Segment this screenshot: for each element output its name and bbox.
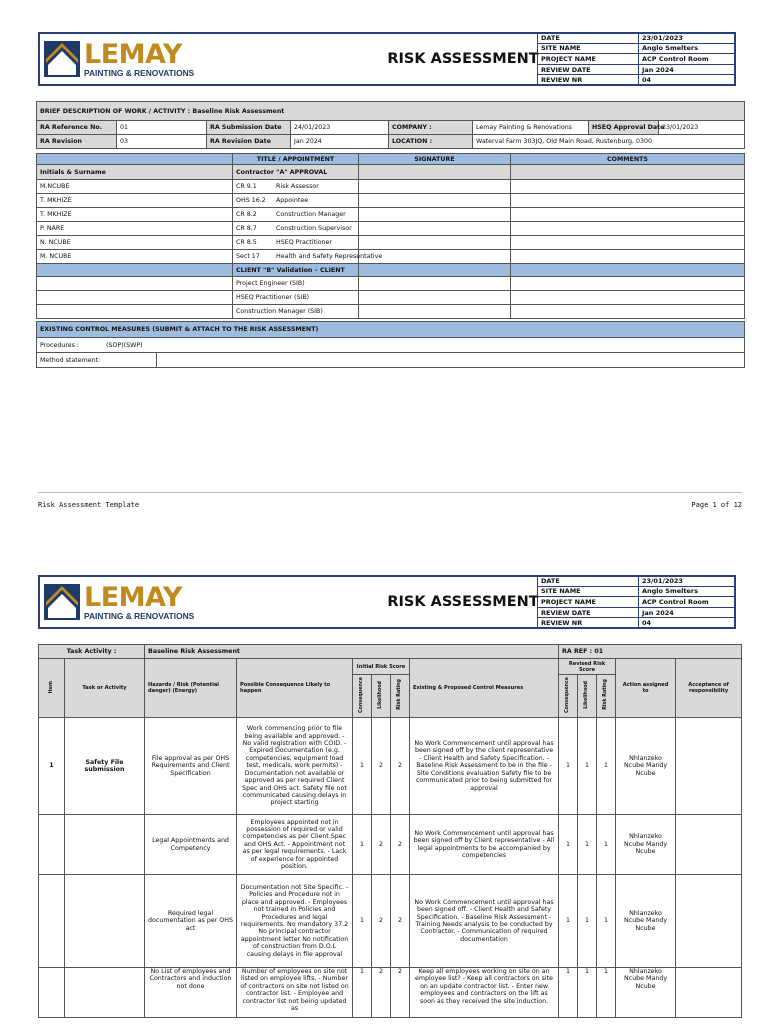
row-task: Safety File submission (65, 718, 145, 815)
row-r: 2 (391, 718, 410, 815)
row-action: Nhlanzeko Ncube Mandy Ncube (616, 718, 676, 815)
row-c: 1 (353, 718, 372, 815)
row-controls: No Work Commencement until approval has been signed off by Client representative - All legal appointments to be accompanied by competencies (410, 815, 559, 875)
appointment: CR 8.5 HSEQ Practitioner (233, 236, 359, 250)
row-r2: 1 (597, 875, 616, 968)
row-controls: Keep all employees working on site on an employee list? - Keep all contractors on site on an update contractor list. - Enter new employees and contractors on the lift as soon as they received the site induction. (410, 968, 559, 1018)
page-title: RISK ASSESSMENT (387, 594, 539, 610)
row-item: 1 (39, 718, 65, 815)
comment-cell[interactable] (511, 208, 745, 222)
meta-value: 04 (639, 618, 736, 629)
row-consequence: Documentation not Site Specific. - Policies and Procedure not in place and approved. - Employees not trained in Policies and Procedures and legal requirements. No mandatory 37.2 No principal contractor appointment letter No notification of construction from D.O.L causing delays in file approval (237, 875, 353, 968)
signature-cell[interactable] (359, 194, 511, 208)
header-task: Task or Activity (65, 659, 145, 718)
client-name-cell[interactable] (37, 305, 233, 319)
meta-value: 23/01/2023 (639, 576, 736, 587)
row-l2: 1 (578, 875, 597, 968)
meta-table (537, 575, 736, 629)
row-hazard: Required legal documentation as per OHS act (145, 875, 237, 968)
meta-key: REVIEW NR (538, 618, 639, 629)
row-consequence: Number of employees on site not listed on employee lifts. - Number of contractors on site not listed on contractor list. - Employee and contractor list not being updated as (237, 968, 353, 1018)
signature-cell[interactable] (359, 222, 511, 236)
header-controls: Existing & Proposed Control Measures (410, 659, 559, 718)
appointments-table (36, 153, 745, 319)
meta-value: Jan 2024 (639, 607, 736, 618)
person-name: N. NCUBE (37, 236, 233, 250)
row-item (39, 815, 65, 875)
ra-ref-label: RA Reference No. (37, 121, 117, 135)
comment-cell[interactable] (511, 291, 745, 305)
comment-cell[interactable] (511, 222, 745, 236)
comment-cell[interactable] (511, 194, 745, 208)
appointment: Sect 17 Health and Safety Representative (233, 250, 359, 264)
comment-cell[interactable] (511, 277, 745, 291)
table-row (39, 815, 742, 875)
col-title-appointment: TITLE / APPOINTMENT (233, 154, 359, 165)
meta-value: 23/01/2023 (639, 33, 736, 44)
meta-value: Anglo Smelters (639, 43, 736, 54)
header-action: Action assigned to (616, 659, 676, 718)
method-statement-label: Method statement: (37, 353, 157, 368)
meta-key: REVIEW DATE (538, 607, 639, 618)
meta-value: Anglo Smelters (639, 586, 736, 597)
row-l: 2 (372, 968, 391, 1018)
meta-key: REVIEW DATE (538, 64, 639, 75)
row-consequence: Employees appointed not in possession of required or valid competencies as per Client Spec and OHS Act. - Appointment not as per legal requirements. - Lack of experience for appointed position. (237, 815, 353, 875)
signature-cell[interactable] (359, 208, 511, 222)
row-r2: 1 (597, 968, 616, 1018)
meta-table (537, 32, 736, 86)
person-name: T. MKHIZE (37, 194, 233, 208)
brief-description: BRIEF DESCRIPTION OF WORK / ACTIVITY : Baseline Risk Assessment (37, 102, 745, 121)
meta-key: DATE (538, 576, 639, 587)
table-row (39, 875, 742, 968)
risk-table (38, 644, 742, 1018)
method-statement-cell[interactable] (157, 353, 745, 368)
page-2 (0, 520, 768, 1024)
row-task (65, 815, 145, 875)
header-likelihood-score: Likelihood (578, 675, 597, 718)
hseq-approval-label: HSEQ Approval Date (589, 121, 659, 135)
signature-cell[interactable] (359, 291, 511, 305)
row-l: 2 (372, 875, 391, 968)
meta-key: DATE (538, 33, 639, 44)
row-task (65, 968, 145, 1018)
row-l2: 1 (578, 718, 597, 815)
row-action: Nhlanzeko Ncube Mandy Ncube (616, 875, 676, 968)
header-likelihood-score: Likelihood (372, 675, 391, 718)
row-l: 2 (372, 718, 391, 815)
client-name-cell[interactable] (37, 277, 233, 291)
task-activity-value: Baseline Risk Assessment (145, 645, 559, 659)
row-l2: 1 (578, 815, 597, 875)
company-logo (40, 34, 195, 84)
row-task (65, 875, 145, 968)
row-consequence: Work commencing prior to file being available and approved. - No valid registration with COID. - Expired Documentation (e.g. competencies, equipment load test, medicals, work permits) - Documentation not available or approved as per required Client Spec and OHS act. Safety file not communicated causing delays in project starting (237, 718, 353, 815)
ra-revision-value: 03 (117, 135, 207, 149)
location-value: Waterval Farm 303JQ, Old Main Road, Rustenburg, 0300 (473, 135, 745, 149)
client-name-cell[interactable] (37, 291, 233, 305)
row-r: 2 (391, 968, 410, 1018)
comment-cell[interactable] (511, 305, 745, 319)
row-r: 2 (391, 815, 410, 875)
meta-value: 04 (639, 75, 736, 86)
footer-page-number: Page 1 of 12 (691, 501, 742, 509)
ra-ref-label: RA REF : 01 (559, 645, 742, 659)
header-acceptance: Acceptance of responsibility (676, 659, 742, 718)
header-consequence: Possible Consequence Likely to happen (237, 659, 353, 718)
header-revised-score: Revised Risk Score (559, 659, 616, 675)
company-logo (40, 577, 195, 627)
ra-ref-value: 01 (117, 121, 207, 135)
house-logo-icon (44, 41, 80, 77)
comment-cell[interactable] (511, 236, 745, 250)
appointment: OHS 16.2 Appointee (233, 194, 359, 208)
row-l2: 1 (578, 968, 597, 1018)
row-c: 1 (353, 968, 372, 1018)
appointment: CR 8.7 Construction Supervisor (233, 222, 359, 236)
client-role: HSEQ Practitioner (SIB) (233, 291, 359, 305)
meta-key: REVIEW NR (538, 75, 639, 86)
ra-revision-date-label: RA Revision Date (207, 135, 291, 149)
row-c: 1 (353, 875, 372, 968)
row-controls: No Work Commencement until approval has been signed off by the client representative - Client Health and Safety Specification. - Baseline Risk Assessment to be in the file - Site Conditions evaluation Safety file to be communicated prior to being submitted for approval (410, 718, 559, 815)
logo-tagline: PAINTING & RENOVATIONS (84, 67, 195, 78)
logo-name: LEMAY (84, 581, 182, 613)
house-logo-icon (44, 584, 80, 620)
existing-controls-table (36, 321, 745, 368)
row-r2: 1 (597, 815, 616, 875)
procedures-row: Procedures : (SOP)(SWP) (37, 338, 745, 353)
location-label: LOCATION : (389, 135, 473, 149)
ra-revision-date-value: Jan 2024 (291, 135, 389, 149)
col-comments: COMMENTS (511, 154, 745, 165)
client-role: Construction Manager (SIB) (233, 305, 359, 319)
row-r2: 1 (597, 718, 616, 815)
meta-value: ACP Control Room (639, 54, 736, 65)
header-risk-rating: Risk Rating (391, 675, 410, 718)
ra-submission-label: RA Submission Date (207, 121, 291, 135)
ra-details-table (36, 101, 745, 149)
hseq-approval-value: 23/01/2023 (659, 121, 745, 135)
row-item (39, 968, 65, 1018)
header-hazards: Hazards / Risk (Potential danger) (Energy) (145, 659, 237, 718)
logo-tagline: PAINTING & RENOVATIONS (84, 610, 195, 621)
ra-submission-value: 24/01/2023 (291, 121, 389, 135)
meta-value: Jan 2024 (639, 64, 736, 75)
signature-cell[interactable] (359, 236, 511, 250)
row-c: 1 (353, 815, 372, 875)
person-name: T. MKHIZE (37, 208, 233, 222)
row-controls: No Work Commencement until approval has been signed off. - Client Health and Safety Specification. - Baseline Risk Assessment - Training Needs analysis to be conducted by Contractor. - Communication of required documentation (410, 875, 559, 968)
company-label: COMPANY : (389, 121, 473, 135)
row-c2: 1 (559, 875, 578, 968)
appointment: CR 8.2 Construction Manager (233, 208, 359, 222)
page-title: RISK ASSESSMENT (387, 51, 539, 67)
meta-key: SITE NAME (538, 586, 639, 597)
initials-label: Initials & Surname (37, 165, 233, 180)
col-signature: SIGNATURE (359, 154, 511, 165)
person-name: P. NARE (37, 222, 233, 236)
signature-cell[interactable] (359, 180, 511, 194)
meta-value: ACP Control Room (639, 597, 736, 608)
client-b-label: CLIENT "B" Validation – CLIENT (233, 264, 359, 277)
row-action: Nhlanzeko Ncube Mandy Ncube (616, 968, 676, 1018)
signature-cell[interactable] (359, 277, 511, 291)
meta-key: PROJECT NAME (538, 54, 639, 65)
row-r: 2 (391, 875, 410, 968)
row-c2: 1 (559, 968, 578, 1018)
row-action: Nhlanzeko Ncube Mandy Ncube (616, 815, 676, 875)
row-hazard: File approval as per OHS Requirements and Client Specification (145, 718, 237, 815)
row-acceptance[interactable] (676, 718, 742, 815)
row-l: 2 (372, 815, 391, 875)
row-c2: 1 (559, 718, 578, 815)
task-activity-label: Task Activity : (39, 645, 145, 659)
comment-cell[interactable] (511, 250, 745, 264)
logo-name: LEMAY (84, 38, 182, 70)
contractor-a-label: Contractor "A" APPROVAL (233, 165, 359, 180)
row-acceptance[interactable] (676, 968, 742, 1018)
footer-template-name: Risk Assessment Template (38, 501, 140, 509)
header-initial-score: Initial Risk Score (353, 659, 410, 675)
row-acceptance[interactable] (676, 815, 742, 875)
header-risk-rating: Risk Rating (597, 675, 616, 718)
table-row (39, 968, 742, 1018)
meta-key: PROJECT NAME (538, 597, 639, 608)
header-item: Item (39, 659, 65, 718)
person-name: M.NCUBE (37, 180, 233, 194)
header-consequence-score: Consequence (559, 675, 578, 718)
comment-cell[interactable] (511, 180, 745, 194)
page-footer (38, 492, 742, 509)
row-acceptance[interactable] (676, 875, 742, 968)
row-c2: 1 (559, 815, 578, 875)
signature-cell[interactable] (359, 305, 511, 319)
row-hazard: No List of employees and Contractors and induction not done (145, 968, 237, 1018)
company-value: Lemay Painting & Renovations (473, 121, 589, 135)
header-consequence-score: Consequence (353, 675, 372, 718)
existing-controls-heading: EXISTING CONTROL MEASURES (SUBMIT & ATTACH TO THE RISK ASSESSMENT) (37, 322, 745, 338)
person-name: M. NCUBE (37, 250, 233, 264)
meta-key: SITE NAME (538, 43, 639, 54)
table-row (39, 718, 742, 815)
client-role: Project Engineer (SIB) (233, 277, 359, 291)
ra-revision-label: RA Revision (37, 135, 117, 149)
row-item (39, 875, 65, 968)
row-hazard: Legal Appointments and Competency (145, 815, 237, 875)
appointment: CR 9.1 Risk Assessor (233, 180, 359, 194)
